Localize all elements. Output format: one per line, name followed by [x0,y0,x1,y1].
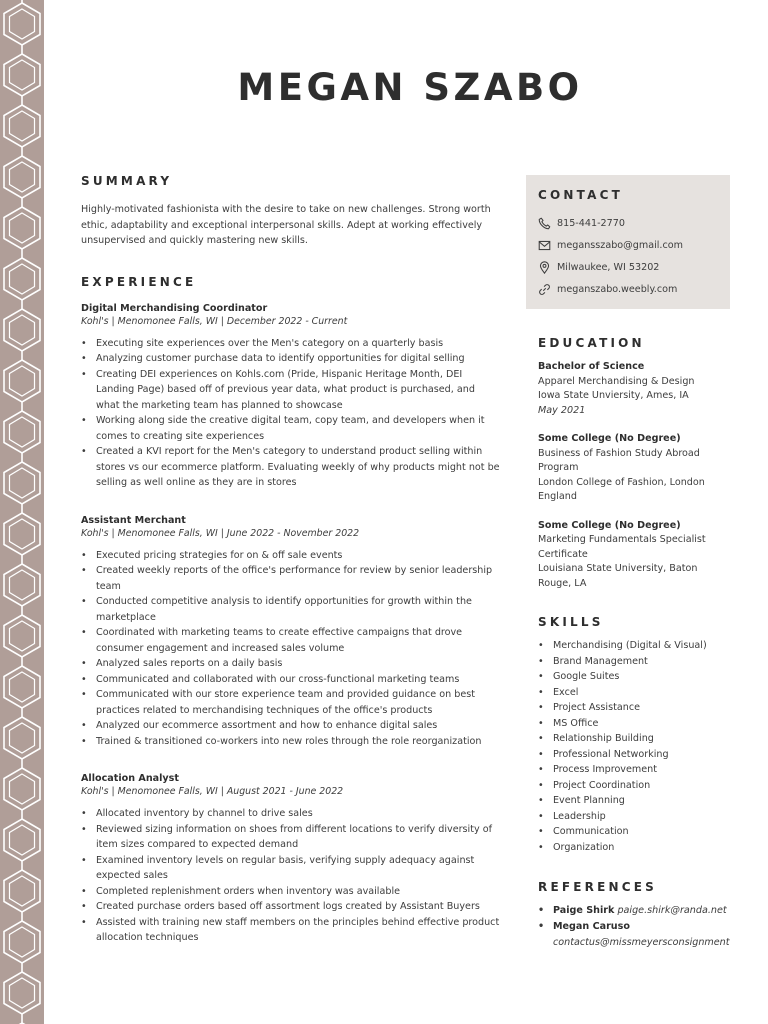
degree-title: Some College (No Degree) [538,433,681,444]
job-bullet: • Executed pricing strategies for on & off sale events [81,548,501,564]
education-item [538,360,748,418]
job-bullet: • Allocated inventory by channel to drive sales [81,806,501,822]
phone-icon [538,217,551,230]
phone-number: 815-441-2770 [557,218,625,229]
skill-item: • Professional Networking [538,747,748,763]
summary-text: Highly-motivated fashionista with the desire to take on new challenges. Strong worth ethic, adaptability and exceptional interpersonal skills. Adept at working effectively unsupervised and quickly mastering new skills. [81,204,491,246]
job-bullet: • Analyzing customer purchase data to identify opportunities for digital selling [81,351,501,367]
job-bullet: • Analyzed sales reports on a daily basis [81,656,501,672]
references-heading: REFERENCES [538,880,657,894]
skill-item: • Brand Management [538,654,748,670]
education-line: Rouge, LA [538,577,587,589]
education-line: Apparel Merchandising & Design [538,375,695,387]
skill-item: • Organization [538,840,748,856]
job-meta: Kohl's | Menomonee Falls, WI | December 2022 - Current [81,315,348,327]
job-entry [81,303,501,491]
job-meta: Kohl's | Menomonee Falls, WI | August 2021 - June 2022 [81,786,344,797]
job-bullets [81,548,501,750]
summary-heading: SUMMARY [81,174,173,188]
skill-item: • Communication [538,824,748,840]
education-line: Program [538,462,579,473]
job-bullet: • Trained & transitioned co-workers into new roles through the role reorganization [81,734,501,750]
contact-email[interactable] [538,239,683,252]
skill-item: • Event Planning [538,793,748,809]
job-bullet: • Conducted competitive analysis to identify opportunities for growth within the marketplace [81,594,501,625]
degree-title: Some College (No Degree) [538,519,681,531]
education-heading: EDUCATION [538,336,645,350]
education-line: London College of Fashion, London [538,476,705,488]
job-bullet: • Created purchase orders based off assortment logs created by Assistant Buyers [81,899,501,915]
website-link: meganszabo.weebly.com [557,284,678,295]
education-item [538,432,748,505]
job-bullet: • Created weekly reports of the office's performance for review by senior leadership team [81,563,501,594]
email-address: megansszabo@gmail.com [557,240,683,251]
skills-list [538,638,748,855]
candidate-name: MEGAN SZABO [237,66,583,109]
job-bullet: • Completed replenishment orders when inventory was available [81,884,501,900]
experience-heading: EXPERIENCE [81,274,197,289]
skills-heading: SKILLS [538,615,604,629]
job-bullet: • Created a KVI report for the Men's category to understand product selling within stores vs our ecommerce platform. Evaluating weekly of why products might not be selling as well online as they are in stores [81,444,501,491]
job-title: Allocation Analyst [81,773,179,784]
education-line: Business of Fashion Study Abroad [538,447,700,459]
skill-item: • Process Improvement [538,762,748,778]
mail-icon [538,239,551,252]
job-entry [81,515,501,750]
education-line: Certificate [538,548,588,560]
job-bullets [81,336,501,491]
contact-heading: CONTACT [538,188,623,202]
skill-item: • Excel [538,685,748,701]
job-bullet: • Executing site experiences over the Men's category on a quarterly basis [81,336,501,352]
skill-item: • MS Office [538,716,748,732]
skill-item: • Leadership [538,809,748,825]
contact-phone[interactable] [538,217,625,230]
job-bullet: • Working along side the creative digital team, copy team, and developers when it comes to creating site experiences [81,413,501,444]
skill-item: • Google Suites [538,669,748,685]
job-entry [81,773,501,946]
skill-item: • Relationship Building [538,731,748,747]
job-bullets [81,806,501,946]
location-pin-icon [538,261,551,274]
job-bullet: • Communicated and collaborated with our cross-functional marketing teams [81,672,501,688]
education-line: Iowa State Unviersity, Ames, IA [538,390,689,401]
job-bullet: • Coordinated with marketing teams to create effective campaigns that drove consumer engagement and increased sales volume [81,625,501,656]
contact-website[interactable] [538,283,677,296]
contact-box [526,175,730,309]
reference-email[interactable]: paige.shirk@randa.net [617,905,727,916]
job-bullet: • Creating DEI experiences on Kohls.com (Pride, Hispanic Heritage Month, DEI Landing Page) based off of previous year data, what product is purchased, and what the marketing team has planned to showcase [81,367,501,414]
job-bullet: • Examined inventory levels on regular basis, verifying supply adequacy against expected sales [81,853,501,884]
education-date: May 2021 [538,404,586,416]
skill-item: • Project Assistance [538,700,748,716]
reference-email[interactable]: contactus@missmeyersconsignment [553,937,730,948]
job-title: Assistant Merchant [81,514,186,526]
skills-section [538,615,748,855]
main-column [81,174,501,946]
job-meta: Kohl's | Menomonee Falls, WI | June 2022 - November 2022 [81,527,360,539]
education-line: Marketing Fundamentals Specialist [538,534,706,545]
reference-item [538,903,748,919]
link-icon [538,283,551,296]
references-section [538,880,748,951]
education-line: England [538,491,577,502]
references-list [538,903,748,951]
reference-name: Megan Caruso [553,921,630,932]
skill-item: • Project Coordination [538,778,748,794]
reference-item [538,919,748,951]
reference-name: Paige Shirk [553,905,615,916]
degree-title: Bachelor of Science [538,361,645,372]
hexagon-pattern [0,0,44,1024]
education-section [538,336,748,591]
location-text: Milwaukee, WI 53202 [557,262,660,273]
contact-location [538,261,659,274]
job-title: Digital Merchandising Coordinator [81,302,268,314]
job-bullet: • Reviewed sizing information on shoes from different locations to verify diversity of item sizes compared to expected demand [81,822,501,853]
job-bullet: • Communicated with our store experience team and provided guidance on best practices related to merchandising techniques of the office's products [81,687,501,718]
education-line: Louisiana State University, Baton [538,563,698,574]
skill-item: • Merchandising (Digital & Visual) [538,638,748,654]
decorative-hexagon-band [0,0,44,1024]
education-item [538,519,748,592]
job-bullet: • Analyzed our ecommerce assortment and how to enhance digital sales [81,718,501,734]
job-bullet: • Assisted with training new staff members on the principles behind effective product allocation techniques [81,915,501,946]
